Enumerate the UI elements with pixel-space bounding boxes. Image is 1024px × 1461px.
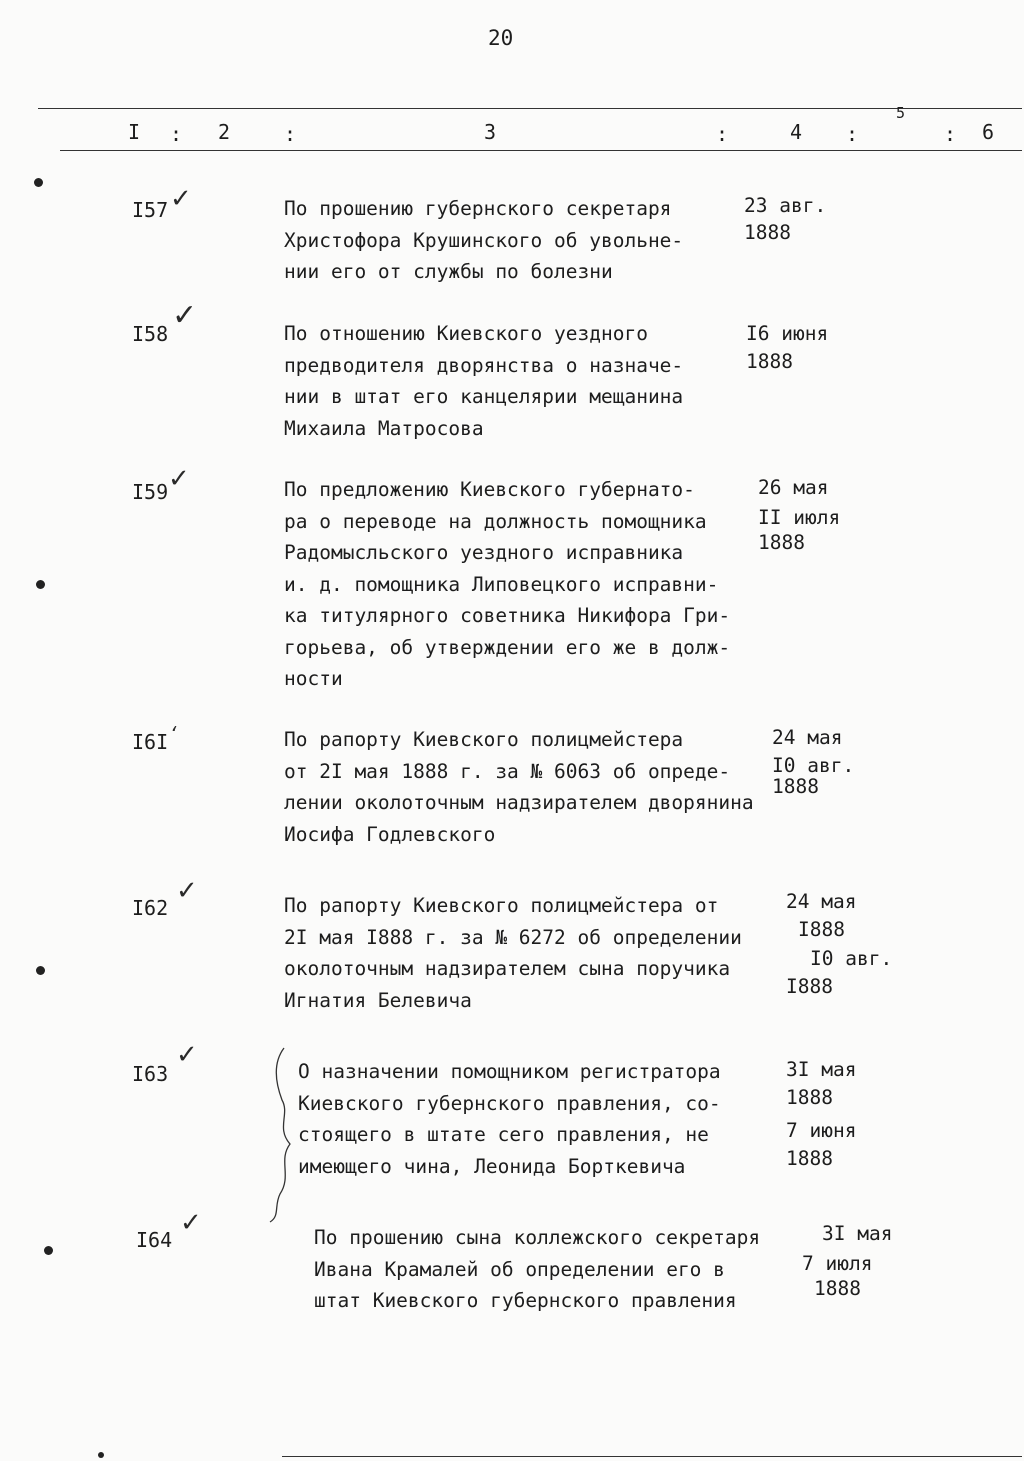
date-line: 24 мая: [786, 890, 857, 913]
header-col-4: 4: [790, 120, 803, 144]
description-line: По рапорту Киевского полицмейстера от: [284, 894, 719, 917]
entry-dates: [772, 722, 854, 803]
entry-dates: [786, 886, 892, 1002]
date-line: I6 июня: [746, 322, 829, 345]
description-line: О назначении помощником регистратора: [298, 1060, 721, 1083]
date-line: 1888: [814, 1277, 861, 1300]
entry-number: I59: [132, 480, 169, 504]
entry-number: I64: [136, 1228, 173, 1252]
description-line: от 2I мая 1888 г. за № 6063 об опреде-: [284, 759, 731, 783]
description-line: имеющего чина, Леонида Борткевича: [298, 1154, 686, 1178]
entry-number: I58: [132, 322, 169, 346]
description-line: и. д. помощника Липовецкого исправни-: [284, 572, 719, 596]
date-line: 26 мая: [758, 476, 829, 499]
description-line: Ивана Крамалей об определении его в: [314, 1257, 725, 1281]
entry-description: [314, 1222, 760, 1317]
date-line: 1888: [744, 220, 791, 244]
entry-number: I63: [132, 1062, 169, 1086]
entry-description: [284, 474, 730, 695]
punch-hole-dot: [44, 1246, 53, 1255]
date-line: 3I мая: [786, 1058, 857, 1081]
description-line: Игнатия Белевича: [284, 988, 472, 1012]
description-line: Радомысльского уездного исправника: [284, 541, 684, 564]
description-line: ка титулярного советника Никифора Гри-: [284, 604, 731, 627]
date-line: II июля: [758, 505, 841, 529]
header-separator: :: [170, 122, 183, 146]
header-bottom-rule: [60, 150, 1022, 151]
description-line: По прошению губернского секретаря: [284, 197, 672, 220]
date-line: 1888: [758, 531, 805, 554]
entry-dates: [786, 1054, 856, 1174]
date-line: 23 авг.: [744, 194, 827, 217]
description-line: предводителя дворянства о назначе-: [284, 353, 684, 377]
entry-number: I57: [132, 198, 169, 222]
entry-description: [284, 193, 683, 288]
date-line: I0 авг.: [772, 753, 855, 777]
header-top-rule: [38, 108, 1022, 109]
description-line: По отношению Киевского уездного: [284, 322, 648, 345]
description-line: горьева, об утверждении его же в долж-: [284, 635, 731, 659]
entry-description: [284, 724, 754, 850]
description-line: ра о переводе на должность помощника: [284, 509, 707, 533]
checkmark-icon: ✓: [170, 184, 192, 214]
description-line: ности: [284, 667, 343, 690]
description-line: лении околоточным надзирателем дворянина: [284, 791, 754, 814]
description-line: Михаила Матросова: [284, 416, 484, 440]
entry-dates: [744, 190, 826, 248]
punch-hole-dot: [36, 580, 45, 589]
date-line: I0 авг.: [810, 947, 893, 970]
date-line: 7 июля: [802, 1251, 873, 1275]
checkmark-icon: ✓: [172, 298, 198, 333]
header-col-2: 2: [218, 120, 231, 144]
date-line: I888: [786, 974, 833, 998]
page-number: 20: [488, 26, 514, 50]
punch-hole-dot: [98, 1452, 104, 1458]
date-line: 1888: [786, 1085, 833, 1109]
description-line: 2I мая I888 г. за № 6272 об определении: [284, 925, 742, 949]
date-line: 24 мая: [772, 726, 843, 749]
checkmark-icon: ✓: [180, 1208, 202, 1238]
description-line: Иосифа Годлевского: [284, 822, 496, 846]
header-separator: :: [284, 122, 297, 146]
description-line: штат Киевского губернского правления: [314, 1289, 737, 1312]
checkmark-icon: ʻ: [170, 722, 177, 746]
description-line: стоящего в штате сего правления, не: [298, 1123, 709, 1146]
description-line: нии в штат его канцелярии мещанина: [284, 385, 684, 408]
description-line: Киевского губернского правления, со-: [298, 1091, 721, 1115]
header-col-1: I: [128, 120, 141, 144]
entry-dates: [746, 318, 828, 377]
header-separator: :: [846, 122, 859, 146]
entry-description: [284, 318, 683, 444]
punch-hole-dot: [36, 966, 45, 975]
header-col-6: 6: [982, 120, 995, 144]
date-line: 1888: [786, 1146, 833, 1170]
description-line: нии его от службы по болезни: [284, 260, 613, 283]
entry-number: I6I: [132, 730, 169, 754]
checkmark-icon: ✓: [176, 876, 198, 906]
header-separator: :: [944, 122, 957, 146]
checkmark-icon: ✓: [176, 1040, 198, 1070]
description-line: По предложению Киевского губернато-: [284, 478, 695, 501]
date-line: 1888: [746, 349, 793, 373]
header-col-3: 3: [484, 120, 497, 144]
entry-description: [284, 890, 742, 1016]
checkmark-icon: ✓: [168, 464, 190, 494]
entry-description: [298, 1056, 721, 1182]
date-line: 3I мая: [822, 1222, 893, 1245]
description-line: По прошению сына коллежского секретаря: [314, 1226, 761, 1249]
footer-rule: [282, 1456, 1022, 1457]
entry-number: I62: [132, 896, 169, 920]
punch-hole-dot: [34, 178, 43, 187]
entry-dates: [802, 1218, 892, 1305]
date-line: I888: [798, 917, 845, 941]
entry-dates: [758, 472, 840, 559]
header-col-5: 5: [896, 104, 906, 122]
description-line: Христофора Крушинского об увольне-: [284, 228, 684, 252]
date-line: 1888: [772, 775, 819, 798]
date-line: 7 июня: [786, 1119, 857, 1142]
description-line: околоточным надзирателем сына поручика: [284, 957, 731, 980]
header-separator: :: [716, 122, 729, 146]
description-line: По рапорту Киевского полицмейстера: [284, 728, 684, 751]
bracket-mark-icon: [262, 1044, 302, 1226]
